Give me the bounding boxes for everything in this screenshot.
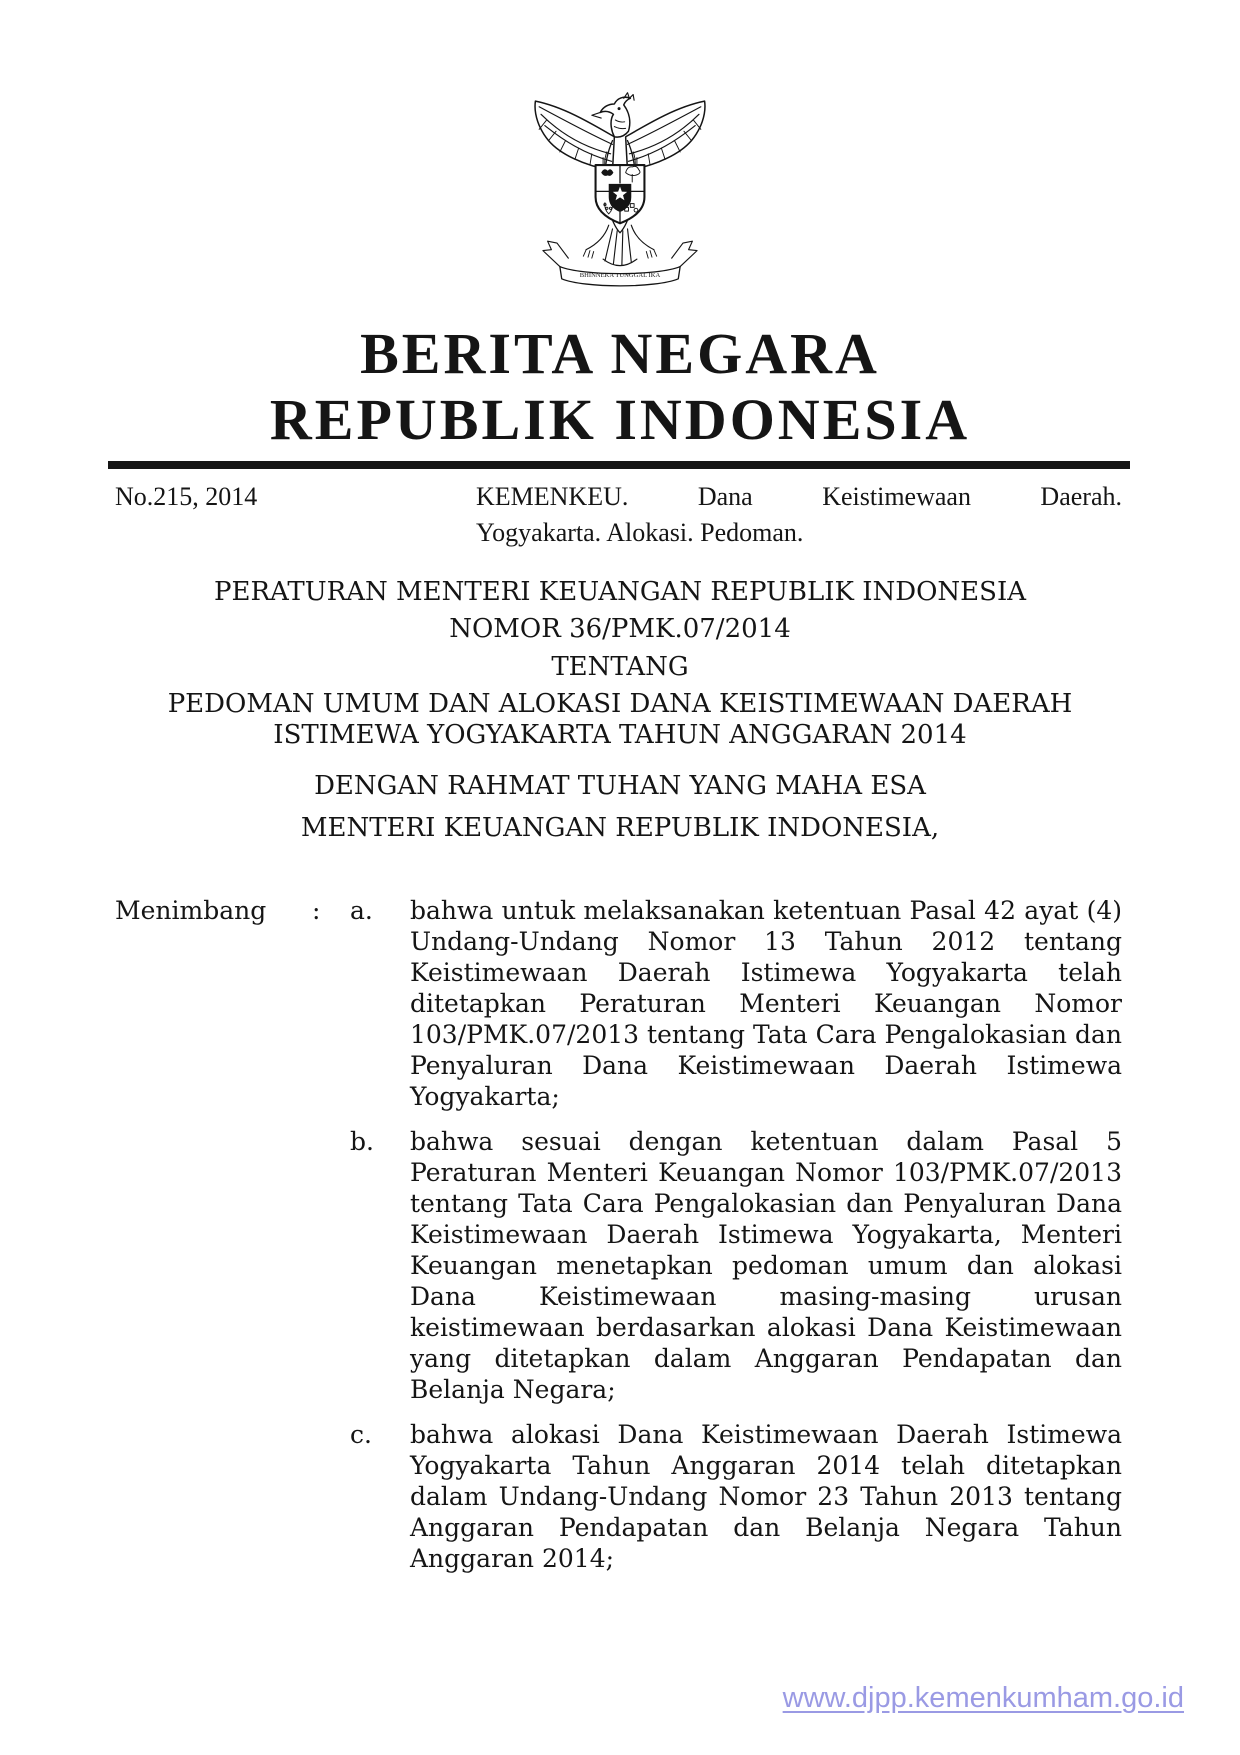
masthead-divider xyxy=(108,461,1130,469)
djpp-kemenkumham-link[interactable]: www.djpp.kemenkumham.go.id xyxy=(782,1682,1184,1714)
tail-feathers xyxy=(603,229,637,266)
right-wing xyxy=(626,101,705,171)
motto-ribbon xyxy=(543,241,697,286)
tentang-label: TENTANG xyxy=(551,652,689,682)
menimbang-label: Menimbang xyxy=(115,896,267,925)
consideration-item-a xyxy=(115,895,1122,1112)
regulation-heading: PERATURAN MENTERI KEUANGAN REPUBLIK INDONESIA xyxy=(213,577,1027,607)
consideration-item-b xyxy=(115,1126,1122,1405)
regulation-title xyxy=(0,689,1240,751)
regulation-title-line1: PEDOMAN UMUM DAN ALOKASI DANA KEISTIMEWAAN DAERAH xyxy=(167,689,1073,719)
legs xyxy=(583,225,656,258)
considerations-section xyxy=(115,895,1122,1574)
authority-line: MENTERI KEUANGAN REPUBLIK INDONESIA, xyxy=(300,813,940,843)
masthead xyxy=(0,321,1240,453)
issue-header xyxy=(115,479,1122,551)
masthead-line2: REPUBLIK INDONESIA xyxy=(269,387,971,452)
garuda-pancasila-emblem xyxy=(526,86,714,293)
item-marker: b. xyxy=(350,1127,374,1156)
eagle-head xyxy=(592,93,634,137)
motto-text: BHINNEKA TUNGGAL IKA xyxy=(579,271,661,279)
colon-separator: : xyxy=(312,896,321,925)
subject-keywords xyxy=(476,479,1122,551)
item-marker: a. xyxy=(350,896,373,925)
garuda-pancasila-icon xyxy=(526,86,714,293)
consideration-item-c xyxy=(115,1419,1122,1574)
item-text: bahwa untuk melaksanakan ketentuan Pasal 42 ayat (4) Undang-Undang Nomor 13 Tahun 2012 tentang Keistimewaan Daerah Istimewa Yogyakarta telah ditetapkan Peraturan Menteri Keuangan Nomor 103/PMK.07/2013 tentang Tata Cara Pengalokasian dan Penyaluran Dana Keistimewaan Daerah Istimewa Yogyakarta; xyxy=(410,896,1122,1111)
regulation-number: NOMOR 36/PMK.07/2014 xyxy=(449,614,791,644)
item-marker: c. xyxy=(350,1420,372,1449)
pancasila-shield xyxy=(596,165,645,223)
item-text: bahwa alokasi Dana Keistimewaan Daerah Istimewa Yogyakarta Tahun Anggaran 2014 telah ditetapkan dalam Undang-Undang Nomor 23 Tahun 2013 tentang Anggaran Pendapatan dan Belanja Negara Tahun Anggaran 2014; xyxy=(410,1420,1122,1573)
item-text: bahwa sesuai dengan ketentuan dalam Pasal 5 Peraturan Menteri Keuangan Nomor 103/PMK.07/2013 tentang Tata Cara Pengalokasian dan Penyaluran Dana Keistimewaan Daerah Istimewa Yogyakarta, Menteri Keuangan menetapkan pedoman umum dan alokasi Dana Keistimewaan masing-masing urusan keistimewaan berdasarkan alokasi Dana Keistimewaan yang ditetapkan dalam Anggaran Pendapatan dan Belanja Negara; xyxy=(410,1127,1122,1404)
subject-line2: Yogyakarta. Alokasi. Pedoman. xyxy=(476,518,804,547)
issue-number: No.215, 2014 xyxy=(115,482,258,511)
regulation-title-line2: ISTIMEWA YOGYAKARTA TAHUN ANGGARAN 2014 xyxy=(273,720,967,750)
subject-line1: KEMENKEU. Dana Keistimewaan Daerah. xyxy=(476,482,1122,511)
invocation-line: DENGAN RAHMAT TUHAN YANG MAHA ESA xyxy=(314,771,926,801)
masthead-line1: BERITA NEGARA xyxy=(360,321,880,386)
